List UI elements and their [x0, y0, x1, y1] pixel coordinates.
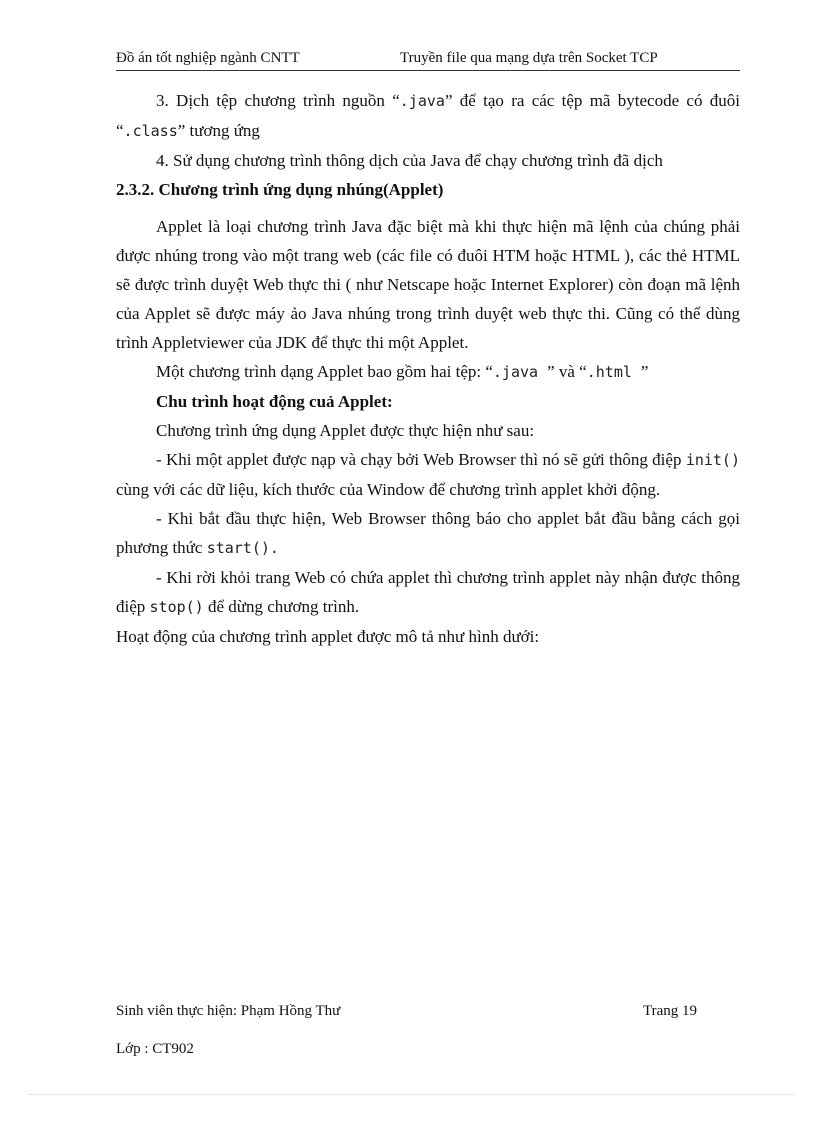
page-bottom-dotted-line [28, 1094, 794, 1095]
closing-paragraph: Hoạt động của chương trình applet được mô tả như hình dưới: [116, 627, 540, 646]
footer-student: Sinh viên thực hiện: Phạm Hồng Thư [116, 1003, 341, 1019]
step-3-paragraph [116, 86, 740, 146]
files-text-start: Một chương trình dạng Applet bao gồm hai tệp: “ [156, 362, 493, 381]
step3-text-start: 3. Dịch tệp chương trình nguồn “ [156, 91, 400, 110]
files-text-middle: ” và “ [547, 362, 587, 381]
start-bullet [116, 504, 740, 563]
stop-bullet [116, 563, 740, 622]
step3-text-middle: ” để tạo ra các tệp mã bytecode có đuôi “ [116, 91, 741, 140]
stop-text-end: để dừng chương trình. [203, 597, 360, 616]
files-text-end: ” [640, 362, 649, 381]
stop-method-code: stop() [149, 598, 204, 616]
start-method-code: start(). [206, 539, 279, 557]
footer-class-line [116, 1041, 740, 1058]
java-extension-code: .java [399, 92, 445, 110]
html-file-code: .html [586, 363, 641, 381]
document-body [116, 86, 740, 651]
start-text: - Khi bắt đầu thực hiện, Web Browser thông báo cho applet bắt đầu bằng cách gọi phương thức [116, 509, 740, 557]
header-topic-title: Truyền file qua mạng dựa trên Socket TCP [400, 50, 658, 66]
applet-description-paragraph: Applet là loại chương trình Java đặc biệt mà khi thực hiện mã lệnh của chúng phải được nhúng trong vào một trang web (các file có đuôi HTM hoặc HTML ), các thẻ HTML sẽ được trình duyệt Web thực thi ( như Netscape hoặc Internet Explorer) còn đoạn mã lệnh của Applet sẽ được máy ảo Java nhúng trong trình duyệt web thực thi. Cũng có thể dùng trình Appletviewer của JDK để thực thi một Applet. [116, 217, 740, 352]
java-file-code: .java [492, 363, 548, 381]
step-4-paragraph: 4. Sử dụng chương trình thông dịch của Java để chạy chương trình đã dịch [156, 151, 663, 170]
section-heading: 2.3.2. Chương trình ứng dụng nhúng(Applet) [116, 180, 444, 199]
footer-page-number: Trang 19 [643, 1003, 698, 1019]
init-bullet [116, 445, 740, 504]
init-text-end: cùng với các dữ liệu, kích thước của Window để chương trình applet khởi động. [116, 480, 661, 499]
init-method-code: init() [685, 451, 740, 469]
lifecycle-intro: Chương trình ứng dụng Applet được thực hiện như sau: [156, 421, 535, 440]
class-extension-code: .class [123, 122, 178, 140]
header-project-title: Đồ án tốt nghiệp ngành CNTT [116, 50, 300, 66]
page-header [116, 50, 740, 71]
step3-text-end: ” tương ứng [177, 121, 260, 140]
lifecycle-heading: Chu trình hoạt động cuả Applet: [156, 392, 393, 411]
page-footer [116, 1003, 740, 1020]
stop-text-start: - Khi rời khỏi trang Web có chứa applet thì chương trình applet này nhận được thông điệp [116, 568, 740, 616]
applet-files-paragraph [116, 357, 740, 387]
footer-class: Lớp : CT902 [116, 1041, 194, 1057]
init-text-start: - Khi một applet được nạp và chạy bởi Web Browser thì nó sẽ gửi thông điệp [156, 450, 686, 469]
